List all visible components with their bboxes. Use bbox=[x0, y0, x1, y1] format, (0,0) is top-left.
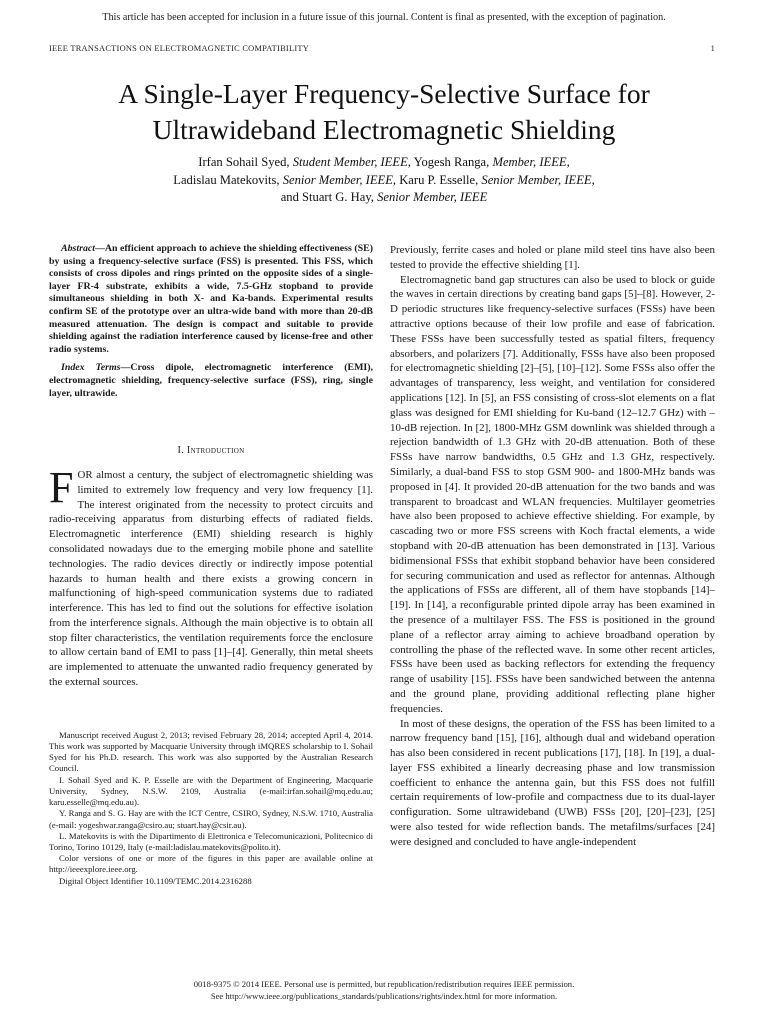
author-name: Karu P. Esselle, bbox=[399, 172, 479, 187]
running-head bbox=[49, 44, 715, 53]
abstract-label: Abstract bbox=[61, 243, 96, 254]
section-number: I. bbox=[177, 445, 185, 457]
author-name: and Stuart G. Hay, bbox=[280, 190, 374, 205]
copyright-footer bbox=[0, 978, 768, 1002]
intro-text: OR almost a century, the subject of electromagnetic shielding was limited to extremely low frequency and very low frequency [1]. The interest originated from the necessity to protect circuits and radio-receiving apparatus from disturbing effects of radiated fields. Electromagnetic interference (EMI) shielding research is highly consolidated nowadays due to the emerging mobile phone and satellite technologies. The radio devices directly or indirectly impose potential hazards to human health and there exists a growing concern in malfunctioning of high-speed communication systems due to radiated interference. This has led to find out the solutions for effective isolation from the interference signals. Although the main objective is to obtain all stop filter characteristics, the ventilation requirements force the enclosure to allow certain band of EMI to pass [1]–[4]. Generally, thin metal sheets are implemented to attenuate the unwanted radio frequency generated by the external sources. bbox=[49, 468, 373, 689]
author-role: Student Member, IEEE, bbox=[292, 155, 411, 169]
footnote-doi: Digital Object Identifier 10.1109/TEMC.2014.2316288 bbox=[59, 875, 252, 886]
paper-title bbox=[40, 76, 728, 148]
index-terms-text: —Cross dipole, electromagnetic interference (EMI), electromagnetic shielding, frequency-selective surface (FSS), ring, single layer, ultrawide. bbox=[49, 362, 373, 399]
rights-url-line: See http://www.ieee.org/publications_standards/publications/rights/index.html for more information. bbox=[210, 991, 558, 1001]
body-paragraph: Previously, ferrite cases and holed or plane mild steel tins have also been tested to provide the effective shielding [1]. bbox=[390, 244, 715, 271]
acceptance-notice: This article has been accepted for inclusion in a future issue of this journal. Content is final as presented, with the exception of pagination. bbox=[102, 12, 666, 23]
footnotes bbox=[49, 730, 373, 887]
author-role: Senior Member, IEEE, bbox=[481, 172, 595, 187]
footnote-affiliation: L. Matekovits is with the Dipartimento di Elettronica e Telecomunicazioni, Politecnico di Torino, Torino 10129, Italy (e-mail:ladislau.matekovits@polito.it). bbox=[49, 830, 373, 852]
right-column bbox=[390, 243, 715, 850]
footnote-affiliation: I. Sohail Syed and K. P. Esselle are with the Department of Engineering, Macquarie University, Sydney, N.S.W. 2109, Australia (e-mail:irfan.sohail@mq.edu.au; karu.esselle@mq.edu.au). bbox=[49, 774, 373, 808]
author-name: Ladislau Matekovits, bbox=[173, 172, 280, 187]
copyright-line: 0018-9375 © 2014 IEEE. Personal use is permitted, but republication/redistribution requires IEEE permission. bbox=[193, 979, 575, 989]
page-number: 1 bbox=[710, 44, 715, 53]
index-terms-label: Index Terms bbox=[61, 362, 121, 374]
footnote-manuscript: Manuscript received August 2, 2013; revised February 28, 2014; accepted April 4, 2014. This work was supported by Macquarie University through iMQRES scholarship to I. Sohail Syed for his Ph.D. research. This work was also supported by the Australian Research Council. bbox=[49, 729, 373, 774]
author-name: Irfan Sohail Syed, bbox=[198, 155, 290, 169]
author-name: Yogesh Ranga, bbox=[413, 155, 490, 169]
title-line-1: A Single-Layer Frequency-Selective Surface for bbox=[118, 78, 650, 109]
section-title: Introduction bbox=[186, 445, 245, 457]
abstract bbox=[49, 243, 373, 356]
index-terms bbox=[49, 362, 373, 400]
author-role: Senior Member, IEEE, bbox=[282, 172, 397, 187]
author-line-1 bbox=[40, 154, 728, 172]
journal-name: IEEE TRANSACTIONS ON ELECTROMAGNETIC COMPATIBILITY bbox=[49, 44, 310, 53]
body-paragraph: Electromagnetic band gap structures can also be used to block or guide the waves in certain directions by creating band gaps [5]–[8]. However, 2-D periodic structures like frequency-selective surfaces (FSSs) have been attractive options because of their low profile and ease of fabrication. These FSSs have been successfully tested as spatial filters, frequency absorbers, and polarizers [7]. Additionally, FSSs have also been proposed for electromagnetic shielding [2]–[5], [10]–[12]. Some FSSs also offer the advantages of transparency, less weight, and ventilation for considered applications [12]. In [5], an FSS consisting of cross-slot elements on a flat glass was designed for EMI shielding for Ku-band (12–12.7 GHz) with –10-dB rejection. In [2], 1800-MHz GSM downlink was shielded through a rejection bandwidth of 1.3 GHz with 20-dB attenuation. Both of these FSSs have narrow bandwidths, 0.5 GHz and 1.3 GHz, respectively. Similarly, a dual-band FSS to stop GSM 900- and 1800-MHz bands was proposed in [4]. It provided 20-dB attenuation for the two bands and was transparent to broadcast and WLAN frequencies. Multilayer geometries have also been proposed to achieve effective shielding. For example, by cascading two or more FSS screens with Koch fractal elements, a wide stopband with 20-dB attenuation has been demonstrated in [13]. Various bidimensional FSSs that exhibit stopband behavior have been considered for securing communication and used as reflector for antennas. Although the applications of FSSs are different, all of them have stopbands [14]–[19]. In [14], a reconfigurable printed dipole array has been examined in the presence of a multilayer FSS. The FSS is positioned in the ground plane of a reflector array aiming to achieve broadband operation by controlling the phase of the reflected wave. In some other recent articles, FSSs have been used as backing reflectors for extending the frequency range of usability [15]. FSSs have been sandwiched between the antenna and the ground plane, providing additional reflecting plane higher frequencies. bbox=[390, 273, 715, 715]
author-line-3 bbox=[40, 189, 728, 207]
abstract-text: —An efficient approach to achieve the shielding effectiveness (SE) by using a frequency-selective surface (FSS) is presented. This FSS, which consists of cross dipoles and rings printed on the opposite sides of a single-layer FR-4 substrate, exhibits a wide, 7.5-GHz stopband to provide simultaneous shielding in both X- and Ka-bands. Experimental results confirm SE of the prototype over an ultra-wide band with more than 20-dB measured attenuation. The design is compact and suitable to provide shielding against the radiation interference caused by license-free and other radio systems. bbox=[49, 243, 373, 355]
author-line-2 bbox=[40, 172, 728, 190]
left-column bbox=[49, 243, 373, 887]
intro-paragraph bbox=[49, 462, 373, 690]
title-line-2: Ultrawideband Electromagnetic Shielding bbox=[152, 114, 616, 145]
footnote-affiliation: Y. Ranga and S. G. Hay are with the ICT Centre, CSIRO, Sydney, N.S.W. 1710, Australia (e-mail: yogeshwar.ranga@csiro.au; stuart.hay@csir.au). bbox=[49, 808, 373, 830]
section-heading bbox=[49, 444, 373, 459]
footnote-color-versions: Color versions of one or more of the figures in this paper are available online at http://ieeexplore.ieee.org. bbox=[49, 853, 373, 875]
body-paragraph: In most of these designs, the operation of the FSS has been limited to a narrow frequency band [15], [16], although dual and wideband operation has also been considered in recent publications [17], [18]. In [19], a dual-layer FSS exhibited a linearly decreasing phase and low transmission coefficient to enhance the antenna gain, but this FSS does not fulfill certain requirements of low-profile and compactness due to its dual-layer configuration. Some ultrawideband (UWB) FSSs [20], [20]–[23], [25] were also tested for wide reflection bands. The metafilms/surfaces [24] were designed and concluded to have angle-independent bbox=[390, 717, 715, 848]
drop-cap: F bbox=[49, 462, 74, 512]
author-role: Member, IEEE, bbox=[492, 155, 570, 169]
author-list bbox=[40, 154, 728, 207]
author-role: Senior Member, IEEE bbox=[377, 190, 488, 205]
